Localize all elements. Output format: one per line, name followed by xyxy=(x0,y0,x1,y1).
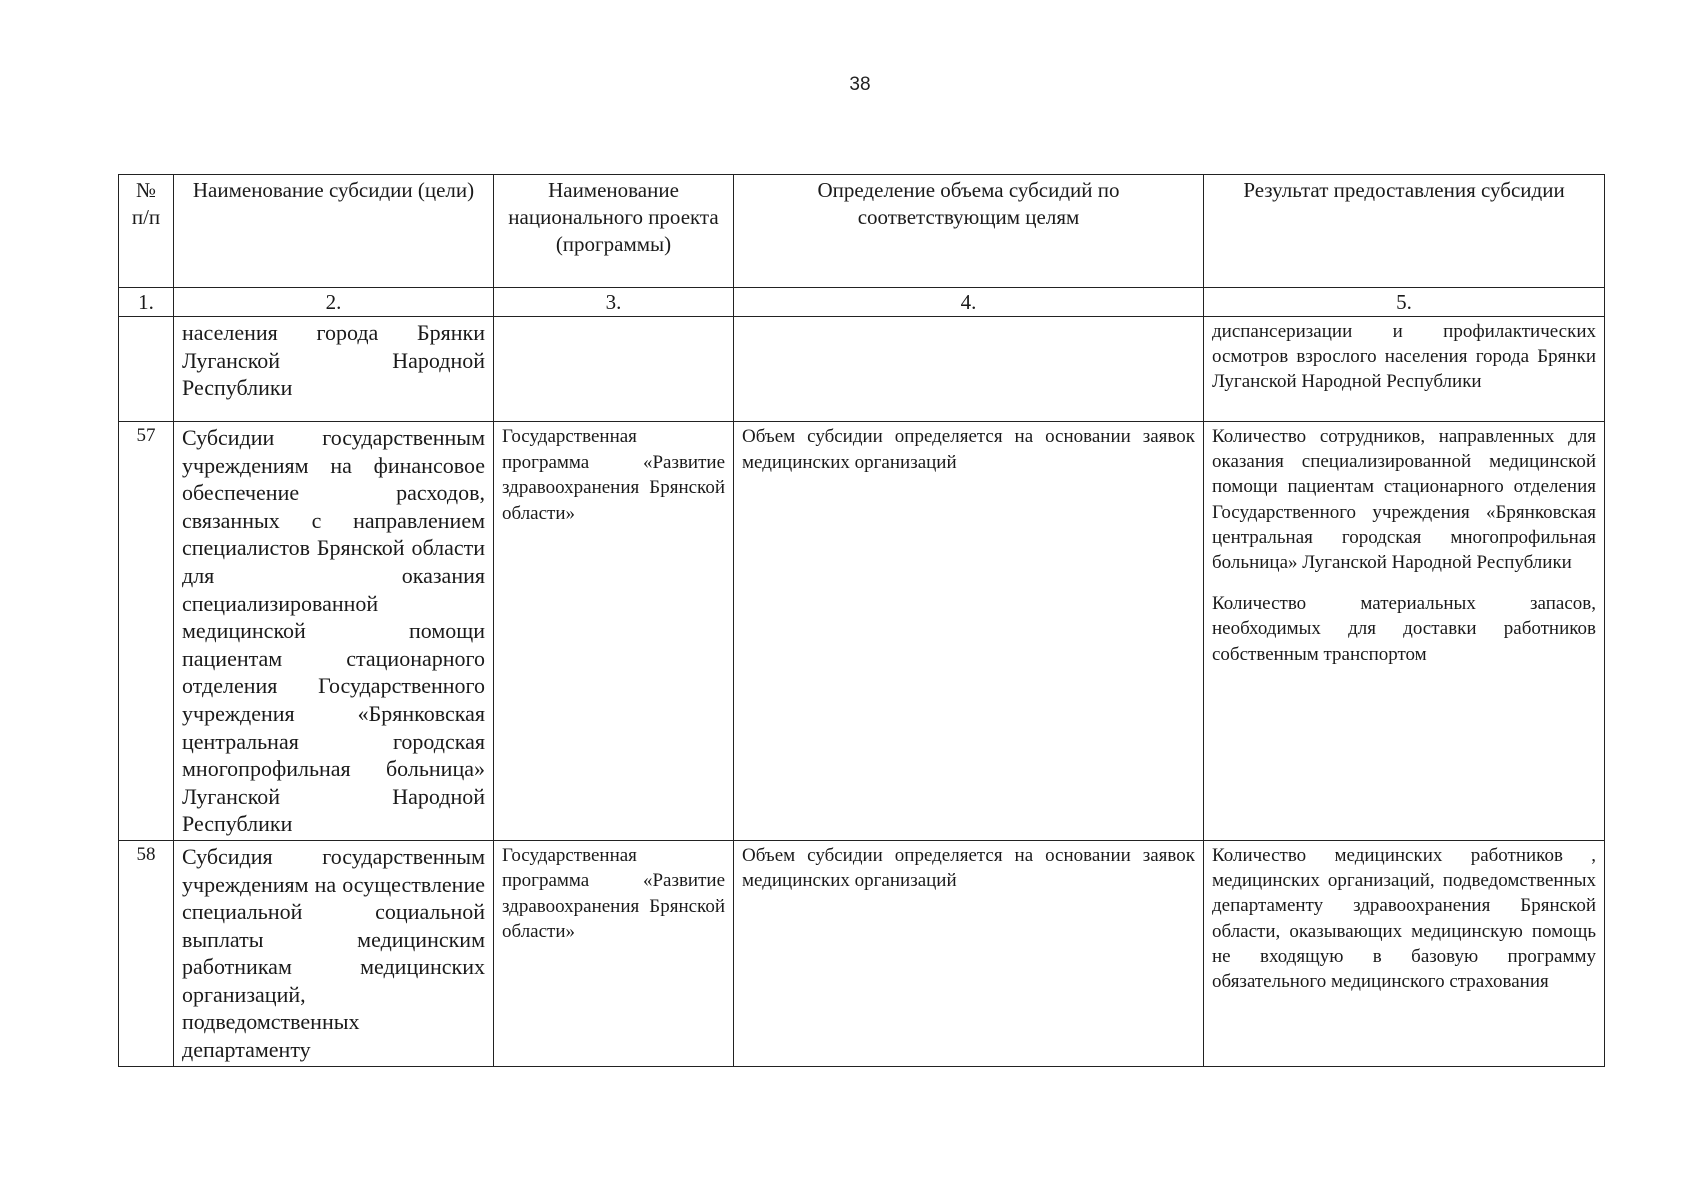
table-row xyxy=(119,422,1605,841)
row-number: 57 xyxy=(119,422,174,841)
subsidy-name: Субсидии государственным учреждениям на финансовое обеспечение расходов, связанных с направлением специалистов Брянской области для оказания специализированной медицинской помощи пациентам стационарного отделения Государственного учреждения «Брянковская центральная городская многопрофильная больница» Луганской Народной Республики xyxy=(174,422,494,841)
header-result: Результат предоставления субсидии xyxy=(1204,175,1605,288)
subsidy-name: населения города Брянки Луганской Народной Республики xyxy=(174,317,494,422)
project-name: Государственная программа «Развитие здравоохранения Брянской области» xyxy=(494,840,734,1066)
project-name xyxy=(494,317,734,422)
volume-definition: Объем субсидии определяется на основании заявок медицинских организаций xyxy=(734,840,1204,1066)
column-number: 1. xyxy=(119,288,174,317)
row-number: 58 xyxy=(119,840,174,1066)
row-number xyxy=(119,317,174,422)
table-row xyxy=(119,840,1605,1066)
table-row xyxy=(119,317,1605,422)
subsidy-result xyxy=(1204,317,1605,422)
volume-definition xyxy=(734,317,1204,422)
result-paragraph: Количество сотрудников, направленных для оказания специализированной медицинской помощи пациентам стационарного отделения Государственного учреждения «Брянковская центральная городская многопрофильная больница» Луганской Народной Республики xyxy=(1212,426,1596,574)
header-name: Наименование субсидии (цели) xyxy=(174,175,494,288)
header-definition: Определение объема субсидий по соответствующим целям xyxy=(734,175,1204,288)
header-num: № п/п xyxy=(119,175,174,288)
column-number-row xyxy=(119,288,1605,317)
column-number: 2. xyxy=(174,288,494,317)
result-paragraph: диспансеризации и профилактических осмотров взрослого населения города Брянки Луганской Народной Республики xyxy=(1212,321,1596,393)
subsidies-table xyxy=(118,174,1605,1067)
subsidy-name: Субсидия государственным учреждениям на осуществление специальной социальной выплаты медицинским работникам медицинских организаций, подведомственных департаменту xyxy=(174,840,494,1066)
column-number: 5. xyxy=(1204,288,1605,317)
volume-definition: Объем субсидии определяется на основании заявок медицинских организаций xyxy=(734,422,1204,841)
subsidy-result xyxy=(1204,422,1605,841)
column-number: 4. xyxy=(734,288,1204,317)
page-number: 38 xyxy=(849,74,871,95)
result-paragraph: Количество медицинских работников , медицинских организаций, подведомственных департаменту здравоохранения Брянской области, оказывающих медицинскую помощь не входящую в базовую программу обязательного медицинского страхования xyxy=(1212,844,1596,992)
result-paragraph: Количество материальных запасов, необходимых для доставки работников собственным транспортом xyxy=(1212,593,1596,665)
project-name: Государственная программа «Развитие здравоохранения Брянской области» xyxy=(494,422,734,841)
table-header-row xyxy=(119,175,1605,288)
column-number: 3. xyxy=(494,288,734,317)
header-project: Наименование национального проекта (программы) xyxy=(494,175,734,288)
subsidy-result xyxy=(1204,840,1605,1066)
